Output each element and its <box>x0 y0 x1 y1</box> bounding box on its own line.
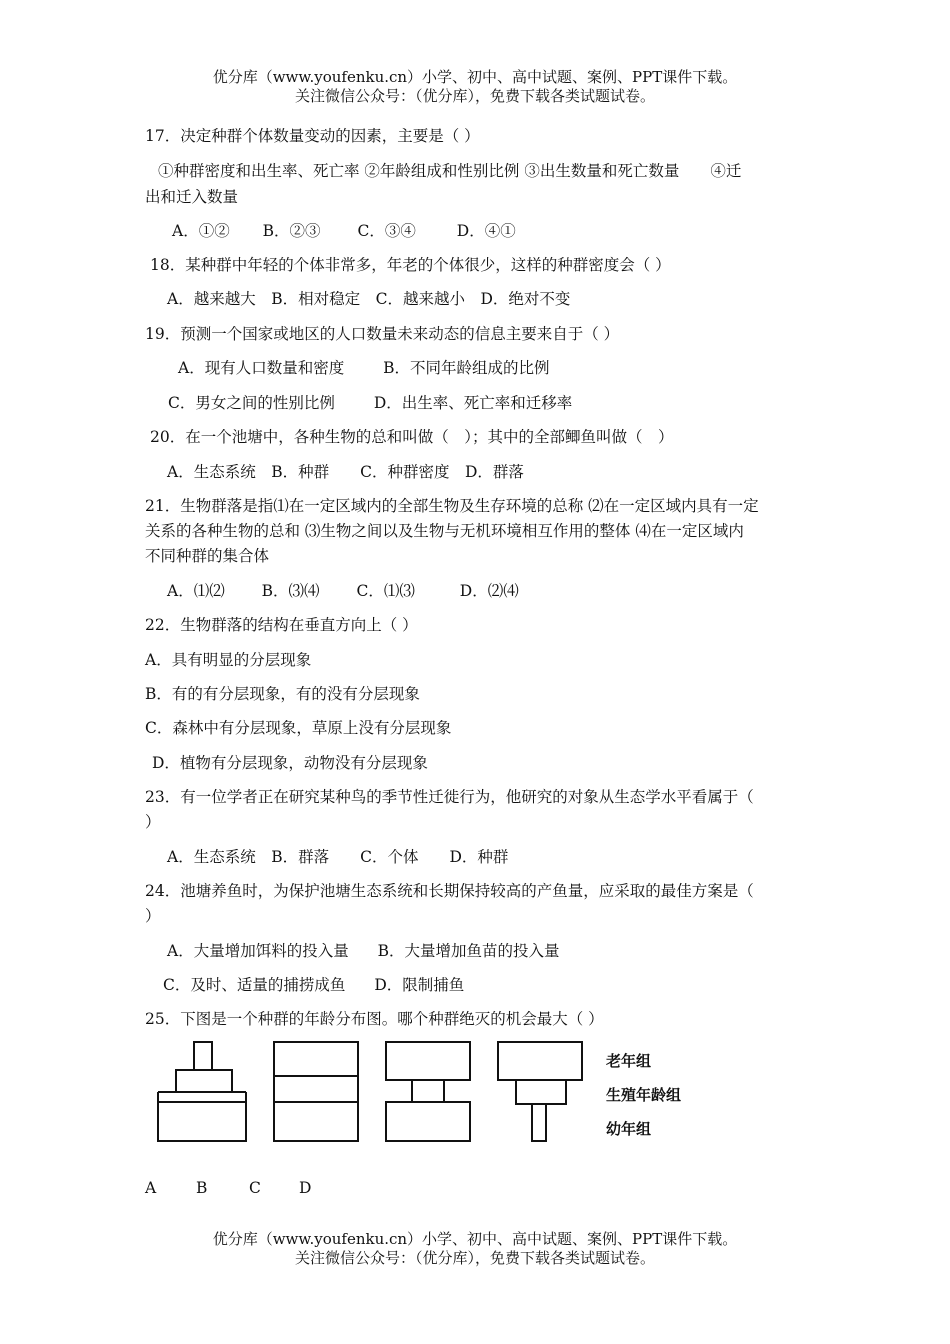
pyramid-c-young-bar <box>386 1102 470 1141</box>
pyramid-a-reproductive-bar <box>176 1070 232 1092</box>
q22-option-a: A．具有明显的分层现象 <box>145 651 312 669</box>
q19-option-b: B．不同年龄组成的比例 <box>383 359 550 377</box>
q19-stem: 19．预测一个国家或地区的人口数量未来动态的信息主要来自于（ ） <box>145 325 620 343</box>
page-footer-line2: 关注微信公众号：（优分库），免费下载各类试题试卷。 <box>294 1249 655 1267</box>
q21-options <box>167 581 519 601</box>
q17-option-a: A．①② <box>172 222 230 240</box>
q24-options-row2 <box>163 975 464 995</box>
q23-options: A．生态系统 B．群落 C．个体 D．种群 <box>167 848 509 866</box>
q17-option-c: C．③④ <box>357 222 416 240</box>
q19-option-d: D．出生率、死亡率和迁移率 <box>373 394 573 412</box>
legend-young-group: 幼年组 <box>606 1120 652 1138</box>
page-header-line1: 优分库（www.youfenku.cn）小学、初中、高中试题、案例、PPT课件下载。 <box>212 68 738 86</box>
q24-option-b: B．大量增加鱼苗的投入量 <box>377 942 560 960</box>
figure-label-b: B <box>196 1179 208 1197</box>
q24-stem-line2: ） <box>145 907 161 925</box>
q24-option-a: A．大量增加饵料的投入量 <box>167 942 349 960</box>
q22-stem: 22．生物群落的结构在垂直方向上（ ） <box>145 616 418 634</box>
q21-stem-line3: 不同种群的集合体 <box>145 547 270 565</box>
q17-items-line2: 出和迁入数量 <box>145 188 239 206</box>
q19-options-row1 <box>178 358 550 378</box>
q17-items-line1: ①种群密度和出生率、死亡率 ②年龄组成和性别比例 ③出生数量和死亡数量 ④迁 <box>158 162 742 180</box>
figure-label-a: A <box>145 1179 157 1197</box>
q19-options-row2 <box>168 393 572 413</box>
q19-option-c: C．男女之间的性别比例 <box>168 394 335 412</box>
q23-stem-line2: ） <box>145 813 161 831</box>
legend-old-group: 老年组 <box>606 1052 652 1070</box>
age-pyramid-figure <box>152 1038 592 1146</box>
q18-options: A．越来越大 B．相对稳定 C．越来越小 D．绝对不变 <box>167 290 571 308</box>
q21-option-b: B．⑶⑷ <box>261 582 320 600</box>
q21-option-d: D．⑵⑷ <box>459 582 519 600</box>
q17-option-d: D．④① <box>456 222 516 240</box>
q21-stem-line1: 21．生物群落是指⑴在一定区域内的全部生物及生存环境的总称 ⑵在一定区域内具有一定 <box>145 497 759 515</box>
q21-option-a: A．⑴⑵ <box>167 582 225 600</box>
page-footer-line1: 优分库（www.youfenku.cn）小学、初中、高中试题、案例、PPT课件下载。 <box>212 1230 738 1248</box>
q19-option-a: A．现有人口数量和密度 <box>178 359 345 377</box>
pyramid-d-old-bar <box>498 1042 582 1080</box>
q24-option-c: C．及时、适量的捕捞成鱼 <box>163 976 346 994</box>
q21-stem-line2: 关系的各种生物的总和 ⑶生物之间以及生物与无机环境相互作用的整体 ⑷在一定区域内 <box>145 522 744 540</box>
pyramid-d-young-bar <box>532 1104 546 1141</box>
q17-stem: 17．决定种群个体数量变动的因素，主要是（ ） <box>145 127 480 145</box>
figure-label-d: D <box>299 1179 312 1197</box>
legend-reproductive-group: 生殖年龄组 <box>606 1086 682 1104</box>
q25-stem: 25．下图是一个种群的年龄分布图。哪个种群绝灭的机会最大（ ） <box>145 1010 604 1028</box>
pyramid-b-reproductive-bar <box>274 1076 358 1102</box>
pyramid-b-old-bar <box>274 1042 358 1076</box>
q22-option-b: B．有的有分层现象，有的没有分层现象 <box>145 685 420 703</box>
q22-option-d: D．植物有分层现象，动物没有分层现象 <box>152 754 428 772</box>
pyramid-b-young-bar <box>274 1102 358 1141</box>
q22-option-c: C．森林中有分层现象，草原上没有分层现象 <box>145 719 452 737</box>
pyramid-a-old-bar <box>194 1042 212 1070</box>
q21-option-c: C．⑴⑶ <box>356 582 415 600</box>
q17-options <box>172 221 516 241</box>
q20-options: A．生态系统 B．种群 C．种群密度 D．群落 <box>167 463 524 481</box>
q17-option-b: B．②③ <box>262 222 321 240</box>
q23-stem-line1: 23．有一位学者正在研究某种鸟的季节性迁徙行为，他研究的对象从生态学水平看属于（ <box>145 788 754 806</box>
pyramid-c-old-bar <box>386 1042 470 1080</box>
q24-stem-line1: 24．池塘养鱼时，为保护池塘生态系统和长期保持较高的产鱼量，应采取的最佳方案是（ <box>145 882 754 900</box>
q24-options-row1 <box>167 941 560 961</box>
q20-stem: 20．在一个池塘中，各种生物的总和叫做（ ）；其中的全部鲫鱼叫做（ ） <box>150 428 674 446</box>
q24-option-d: D．限制捕鱼 <box>374 976 465 994</box>
pyramid-c-reproductive-bar <box>412 1080 444 1102</box>
page-header-line2: 关注微信公众号：（优分库），免费下载各类试题试卷。 <box>294 87 655 105</box>
figure-label-c: C <box>249 1179 261 1197</box>
pyramid-d-reproductive-bar <box>516 1080 566 1104</box>
q18-stem: 18．某种群中年轻的个体非常多，年老的个体很少，这样的种群密度会（ ） <box>150 256 671 274</box>
pyramid-a-young-bar <box>158 1102 246 1141</box>
